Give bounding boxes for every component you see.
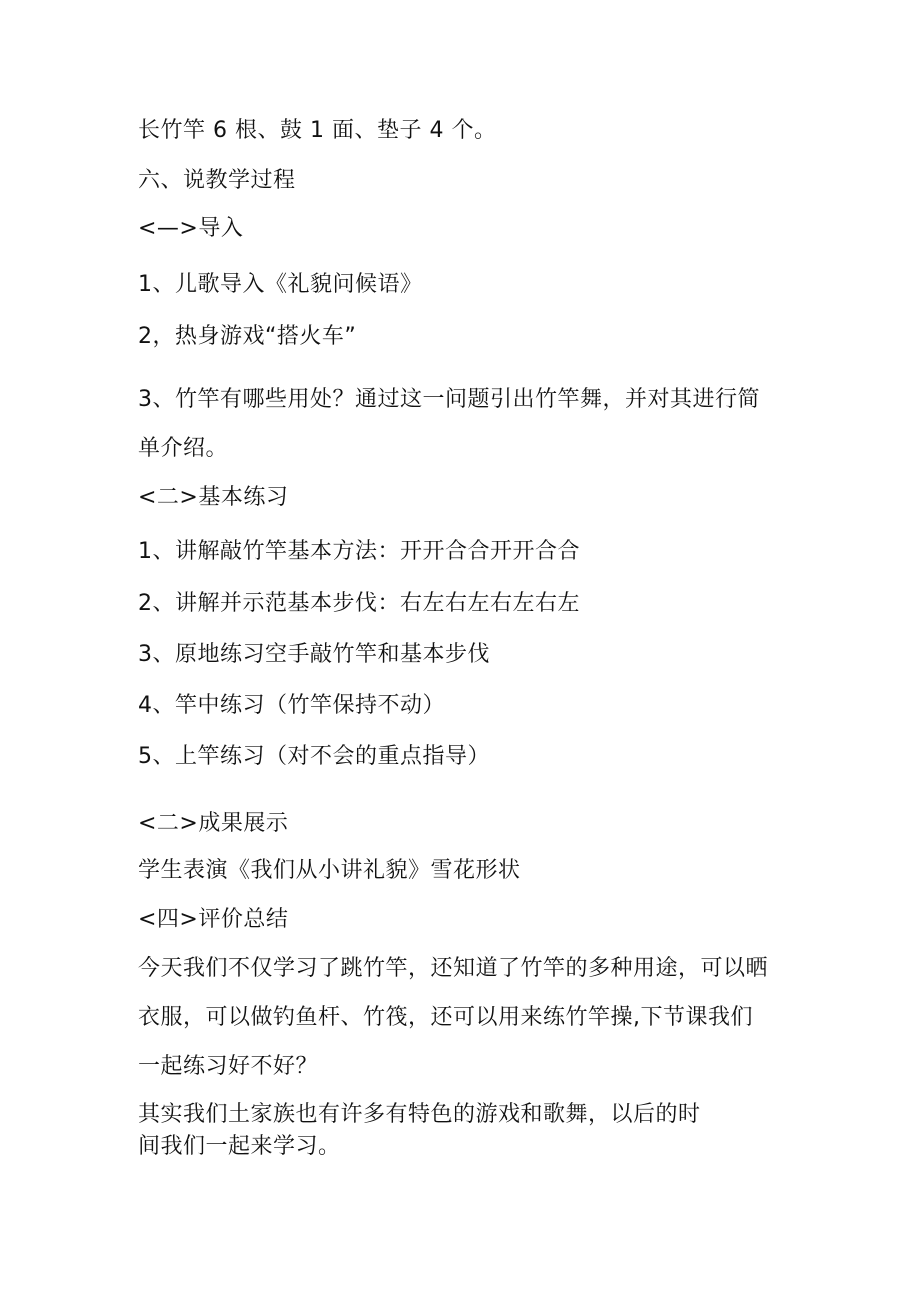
subheading-results: <二>成果展示 — [138, 811, 289, 836]
closing-paragraph-line-1: 其实我们土家族也有许多有特色的游戏和歌舞，以后的时 — [138, 1102, 701, 1127]
intro-item-3: 3、竹竿有哪些用处？通过这一问题引出竹竿舞，并对其进行简 — [138, 387, 760, 412]
subheading-intro: <—>导入 — [138, 216, 244, 241]
evaluation-paragraph-line-2: 衣服，可以做钓鱼杆、竹筏，还可以用来练竹竿操,下节课我们 — [138, 1005, 753, 1030]
practice-item-5: 5、上竿练习（对不会的重点指导） — [138, 744, 490, 769]
evaluation-paragraph-line-1: 今天我们不仅学习了跳竹竿，还知道了竹竿的多种用途，可以晒 — [138, 956, 769, 981]
practice-item-3: 3、原地练习空手敲竹竿和基本步伐 — [138, 642, 490, 667]
materials-line: 长竹竿 6 根、鼓 1 面、垫子 4 个。 — [138, 118, 497, 143]
results-text: 学生表演《我们从小讲礼貌》雪花形状 — [138, 858, 521, 883]
practice-item-2: 2、讲解并示范基本步伐：右左右左右左右左 — [138, 591, 580, 616]
intro-item-1: 1、儿歌导入《礼貌问候语》 — [138, 272, 423, 297]
closing-paragraph-line-2: 间我们一起来学习。 — [138, 1134, 341, 1159]
subheading-basic-practice: <二>基本练习 — [138, 485, 289, 510]
intro-item-2: 2，热身游戏“搭火车” — [138, 324, 357, 349]
practice-item-1: 1、讲解敲竹竿基本方法：开开合合开开合合 — [138, 539, 580, 564]
subheading-evaluation: <四>评价总结 — [138, 907, 289, 932]
section-heading-teaching-process: 六、说教学过程 — [138, 168, 296, 193]
practice-item-4: 4、竿中练习（竹竿保持不动） — [138, 693, 445, 718]
intro-item-3-continued: 单介绍。 — [138, 436, 229, 461]
evaluation-paragraph-line-3: 一起练习好不好？ — [138, 1054, 319, 1079]
